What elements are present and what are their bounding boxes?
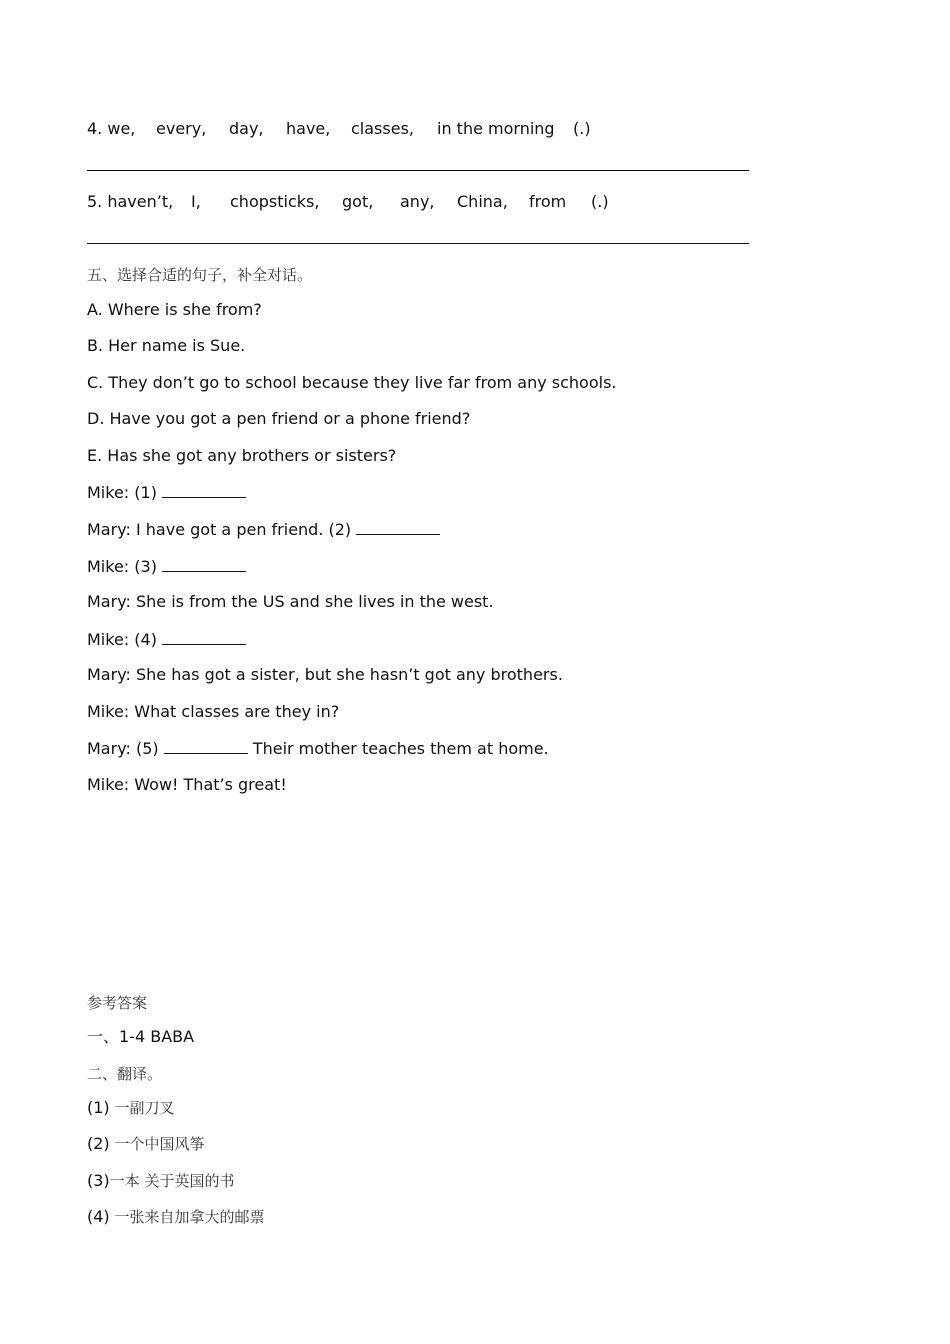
option-c: C. They don’t go to school because they live far from any schools.: [87, 373, 617, 392]
option-b: B. Her name is Sue.: [87, 336, 246, 355]
dialogue-text: Mike: (4): [87, 630, 163, 649]
word: from: [529, 192, 567, 211]
word: chopsticks,: [230, 192, 320, 211]
answers-part-1-text: 一、1-4 BABA: [87, 1027, 195, 1046]
answers-title: 参考答案: [87, 994, 148, 1012]
answer-number: (4): [87, 1207, 110, 1226]
word: classes,: [351, 119, 414, 138]
answer-number: (3): [87, 1171, 110, 1190]
dialogue-line: [87, 519, 440, 540]
answer-text: 一副刀叉: [109, 1099, 175, 1117]
answer-text: 一本 关于英国的书: [109, 1172, 235, 1190]
question-4: [87, 119, 591, 139]
dialogue-line: [87, 482, 246, 503]
word: I,: [191, 192, 201, 211]
dialogue-text: Mike: (1): [87, 483, 163, 502]
fill-blank[interactable]: [162, 556, 246, 572]
answer-number: (1): [87, 1098, 110, 1117]
fill-blank[interactable]: [162, 482, 246, 498]
dialogue-line: [87, 629, 246, 650]
fill-blank[interactable]: [162, 629, 246, 645]
word: got,: [342, 192, 374, 211]
answer-text: 一张来自加拿大的邮票: [109, 1208, 265, 1226]
answer-item: [87, 1098, 174, 1118]
answer-text: 一个中国风筝: [109, 1135, 205, 1153]
word: 4. we,: [87, 119, 136, 138]
dialogue-text: Mary: I have got a pen friend. (2): [87, 520, 357, 539]
dialogue-text: Mike: (3): [87, 557, 163, 576]
answer-line: [87, 243, 749, 244]
dialogue-line: Mary: She is from the US and she lives in the west.: [87, 592, 494, 611]
word: (.): [573, 119, 591, 138]
dialogue-line: Mary: She has got a sister, but she hasn’t got any brothers.: [87, 665, 563, 684]
dialogue-text: Mary: (5): [87, 739, 164, 758]
answer-item: [87, 1207, 264, 1227]
word: any,: [400, 192, 435, 211]
section-5-title: 五、选择合适的句子，补全对话。: [87, 266, 313, 284]
fill-blank[interactable]: [356, 519, 440, 535]
option-e: E. Has she got any brothers or sisters?: [87, 446, 397, 465]
word: day,: [229, 119, 264, 138]
dialogue-line: [87, 738, 549, 759]
answers-part-2-title: 二、翻译。: [87, 1065, 163, 1083]
dialogue-line: Mike: What classes are they in?: [87, 702, 340, 721]
word: (.): [591, 192, 609, 211]
answer-line: [87, 170, 749, 171]
option-d: D. Have you got a pen friend or a phone friend?: [87, 409, 471, 428]
answer-number: (2): [87, 1134, 110, 1153]
fill-blank[interactable]: [164, 738, 248, 754]
word: every,: [156, 119, 207, 138]
dialogue-text: Their mother teaches them at home.: [247, 739, 549, 758]
word: 5. haven’t,: [87, 192, 174, 211]
dialogue-line: [87, 556, 246, 577]
dialogue-line: Mike: Wow! That’s great!: [87, 775, 287, 794]
question-5: [87, 192, 609, 212]
word: have,: [286, 119, 331, 138]
answer-item: [87, 1171, 234, 1191]
answers-part-1: [87, 1027, 194, 1047]
answer-item: [87, 1134, 204, 1154]
word: China,: [457, 192, 508, 211]
option-a: A. Where is she from?: [87, 300, 262, 319]
word: in the morning: [437, 119, 555, 138]
